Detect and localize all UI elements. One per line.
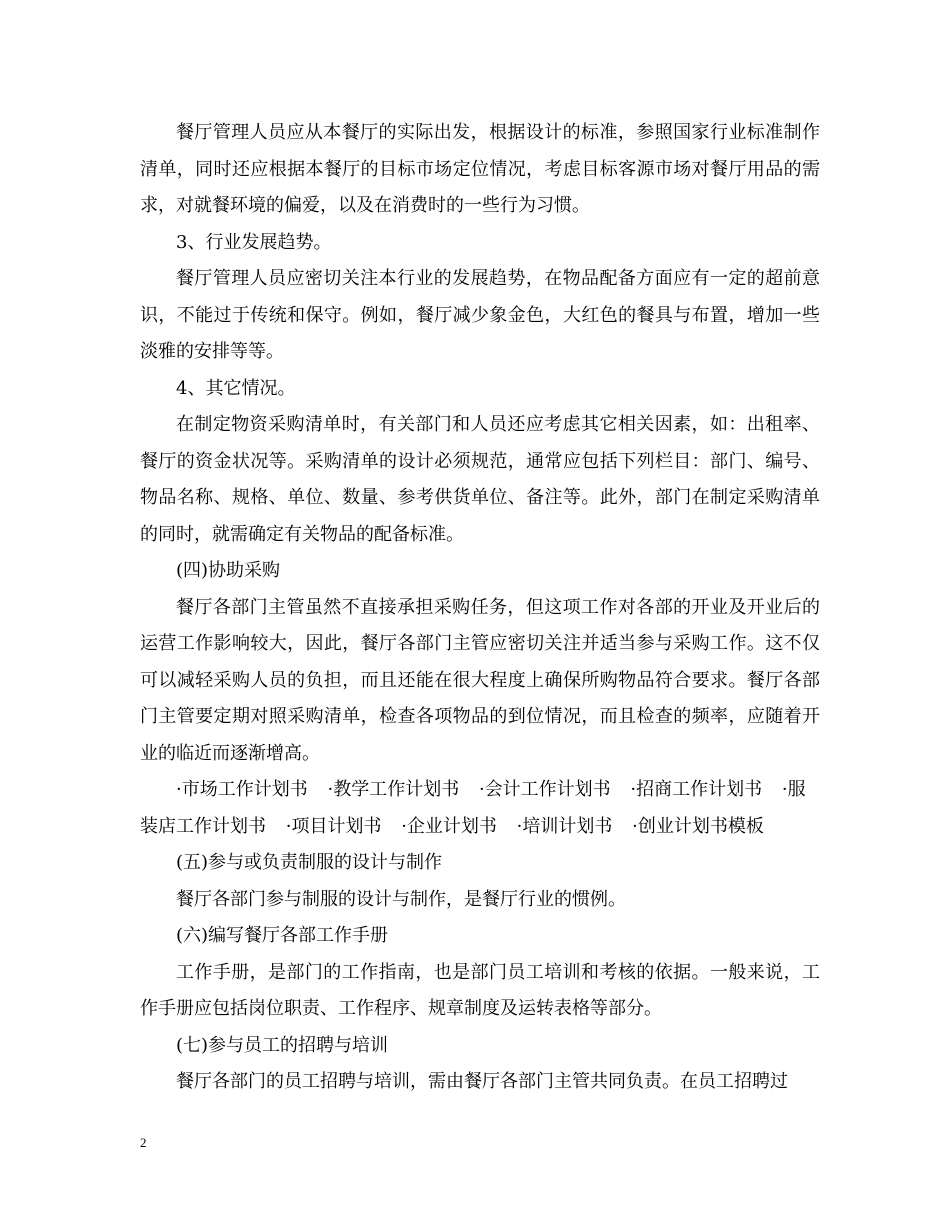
paragraph: 餐厅各部门参与制服的设计与制作，是餐厅行业的惯例。: [176, 888, 626, 910]
paragraph: 餐厅管理人员应密切关注本行业的发展趋势，在物品配备方面应有一定的超前意识，不能过于传统和保守。例如，餐厅减少象金色，大红色的餐具与布置，增加一些淡雅的安排等等。: [140, 268, 820, 362]
related-link[interactable]: ·创业计划书模板: [632, 815, 764, 837]
related-link[interactable]: ·服装店工作计划书: [140, 779, 806, 837]
paragraph: 在制定物资采购清单时，有关部门和人员还应考虑其它相关因素，如：出租率、餐厅的资金状况等。采购清单的设计必须规范，通常应包括下列栏目：部门、编号、物品名称、规格、单位、数量、参考供货单位、备注等。此外，部门在制定采购清单的同时，就需确定有关物品的配备标准。: [140, 414, 820, 545]
section-heading: (五)参与或负责制服的设计与制作: [176, 852, 443, 873]
section-heading: (四)协助采购: [176, 560, 281, 581]
paragraph: 工作手册，是部门的工作指南，也是部门员工培训和考核的依据。一般来说，工作手册应包括岗位职责、工作程序、规章制度及运转表格等部分。: [140, 961, 820, 1019]
section-item-heading: 3、行业发展趋势。: [176, 231, 332, 253]
related-link[interactable]: ·市场工作计划书: [176, 779, 308, 800]
related-link[interactable]: ·会计工作计划书: [478, 779, 611, 800]
section-heading: (七)参与员工的招聘与培训: [176, 1034, 389, 1056]
related-link[interactable]: ·项目计划书: [285, 815, 382, 837]
document-body: [140, 115, 820, 1101]
related-link[interactable]: ·培训计划书: [516, 815, 613, 837]
page-number: 2: [140, 1135, 147, 1150]
section-item-heading: 4、其它情况。: [176, 377, 296, 399]
paragraph: 餐厅各部门主管虽然不直接承担采购任务，但这项工作对各部的开业及开业后的运营工作影响较大，因此，餐厅各部门主管应密切关注并适当参与采购工作。这不仅可以减轻采购人员的负担，而且还能在很大程度上确保所购物品符合要求。餐厅各部门主管要定期对照采购清单，检查各项物品的到位情况，而且检查的频率，应随着开业的临近而逐渐增高。: [140, 596, 820, 764]
related-links: [140, 772, 820, 845]
related-link[interactable]: ·企业计划书: [401, 815, 497, 837]
section-heading: (六)编写餐厅各部工作手册: [176, 925, 389, 946]
paragraph: 餐厅各部门的员工招聘与培训，需由餐厅各部门主管共同负责。在员工招聘过: [176, 1071, 788, 1092]
paragraph: 餐厅管理人员应从本餐厅的实际出发，根据设计的标准，参照国家行业标准制作清单，同时还应根据本餐厅的目标市场定位情况，考虑目标客源市场对餐厅用品的需求，对就餐环境的偏爱，以及在消费时的一些行为习惯。: [140, 122, 820, 216]
related-link[interactable]: ·招商工作计划书: [630, 779, 763, 800]
related-link[interactable]: ·教学工作计划书: [327, 779, 460, 800]
